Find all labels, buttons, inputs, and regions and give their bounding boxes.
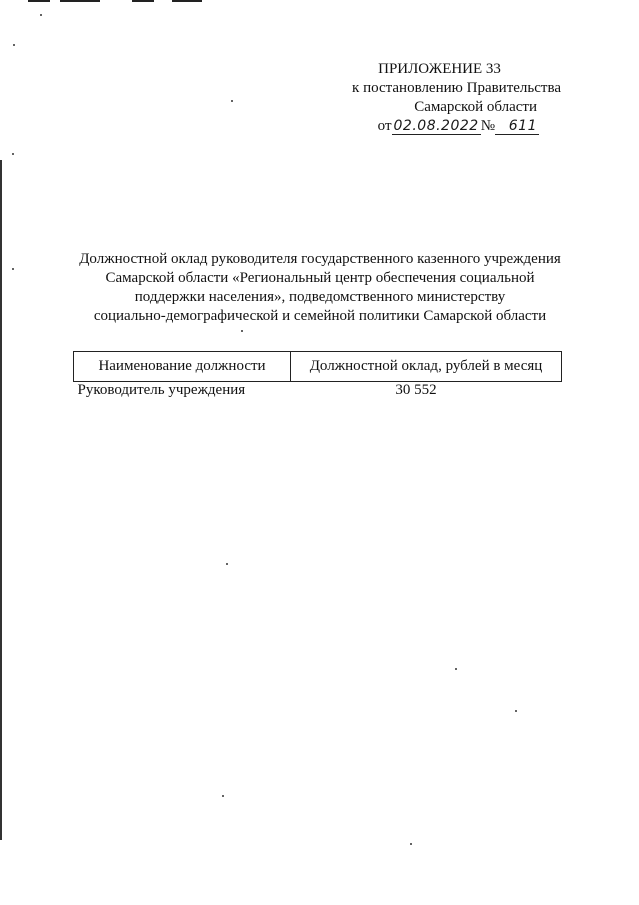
scan-speck [12,268,14,270]
date-prefix: от [377,118,392,134]
scan-speck [12,153,14,155]
scan-artifact-top-1 [28,0,50,2]
scan-speck [222,795,224,797]
column-header-salary: Должностной оклад, рублей в месяц [291,352,562,382]
appendix-region-line: Самарской области [414,99,537,115]
cell-position-name: Руководитель учреждения [77,382,246,398]
table-header-row [74,352,562,382]
salary-table [73,351,562,400]
cell-salary-value: 30 552 [395,382,437,398]
scan-speck [455,668,457,670]
appendix-resolution-line: к постановлению Правительства [352,80,561,96]
scan-artifact-top-2 [60,0,100,2]
title-line-2: Самарской области «Региональный центр обеспечения социальной [105,270,535,286]
title-line-3: поддержки населения», подведомственного министерству [134,289,506,305]
scan-speck [241,330,243,332]
number-field [495,119,539,135]
document-title [50,250,590,326]
date-field [392,119,481,135]
scan-speck [515,710,517,712]
table-row [74,382,562,401]
scan-speck [40,14,42,16]
column-header-position: Наименование должности [74,352,291,382]
appendix-date-line [352,117,539,136]
scan-artifact-left [0,160,2,840]
scan-speck [231,100,233,102]
appendix-header [352,60,561,136]
handwritten-number: 611 [508,118,537,134]
number-prefix: № [480,118,495,134]
title-line-4: социально-демографической и семейной политики Самарской области [93,308,547,324]
scan-artifact-top-4 [172,0,202,2]
scan-speck [13,44,15,46]
scan-speck [410,843,412,845]
title-line-1: Должностной оклад руководителя государственного казенного учреждения [79,251,561,267]
handwritten-date: 02.08.2022 [393,118,479,134]
scan-artifact-top-3 [132,0,154,2]
scan-speck [226,563,228,565]
appendix-title: ПРИЛОЖЕНИЕ 33 [378,61,501,77]
